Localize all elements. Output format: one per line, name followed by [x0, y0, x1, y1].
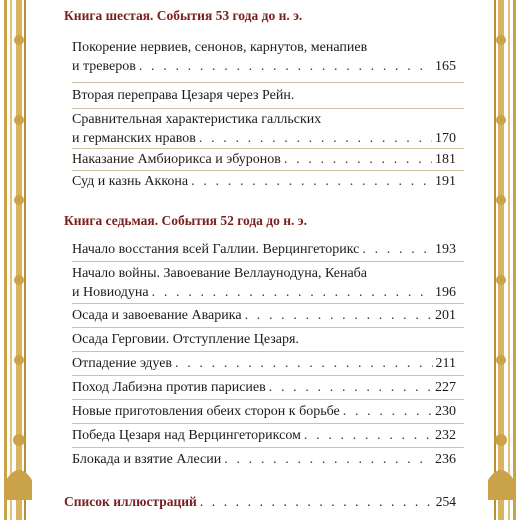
book7-heading: Книга седьмая. События 52 года до н. э. — [64, 213, 307, 228]
entry-title: Отпадение эдуев — [72, 356, 173, 371]
entry-title-line: Начало войны. Завоевание Веллаунодуна, Кенаба — [72, 266, 368, 281]
toc-page — [42, 0, 482, 520]
list-of-illustrations-entry[interactable] — [64, 494, 456, 510]
divider — [72, 170, 464, 171]
leader-dots — [362, 240, 432, 259]
divider — [72, 399, 464, 400]
page-number: 181 — [435, 152, 456, 167]
entry-title: Осада Герговии. Отступление Цезаря. — [72, 332, 299, 347]
page-number: 232 — [435, 428, 456, 443]
divider — [72, 423, 464, 424]
toc-entry[interactable] — [72, 330, 456, 349]
entry-title: Наказание Амбиорикса и эбуронов — [72, 152, 281, 167]
page-number: 227 — [435, 380, 456, 395]
entry-title: Новые приготовления обеих сторон к борьбе — [72, 404, 340, 419]
leader-dots — [245, 306, 432, 325]
page-number: 211 — [435, 356, 456, 371]
list-of-illustrations-label: Список иллюстраций — [64, 494, 197, 509]
entry-title: и Новиодуна — [72, 285, 149, 300]
toc-entry[interactable] — [72, 306, 456, 325]
leader-dots — [269, 378, 432, 397]
leader-dots — [152, 283, 432, 302]
left-ornament-border-icon — [0, 0, 36, 520]
divider — [72, 261, 464, 262]
page-number: 196 — [435, 285, 456, 300]
toc-entry[interactable] — [72, 378, 456, 397]
leader-dots — [284, 150, 432, 169]
book6-heading: Книга шестая. События 53 года до н. э. — [64, 8, 303, 23]
leader-dots — [304, 426, 432, 445]
entry-title: Победа Цезаря над Верцингеториксом — [72, 428, 301, 443]
divider — [72, 108, 464, 109]
toc-entry[interactable] — [72, 172, 456, 191]
leader-dots — [199, 129, 432, 148]
toc-entry[interactable] — [72, 110, 456, 148]
leader-dots — [139, 57, 432, 76]
leader-dots — [200, 494, 433, 510]
entry-title: Блокада и взятие Алесии — [72, 452, 222, 467]
entry-title: и треверов — [72, 59, 136, 74]
leader-dots — [175, 354, 432, 373]
divider — [72, 447, 464, 448]
divider — [72, 351, 464, 352]
toc-entry[interactable] — [72, 354, 456, 373]
leader-dots — [191, 172, 432, 191]
leader-dots — [224, 450, 432, 469]
toc-entry[interactable] — [72, 426, 456, 445]
divider — [72, 327, 464, 328]
entry-title: Осада и завоевание Аварика — [72, 308, 242, 323]
page-number: 236 — [435, 452, 456, 467]
entry-title: Вторая переправа Цезаря через Рейн. — [72, 88, 295, 103]
right-ornament-border-icon — [484, 0, 520, 520]
toc-entry[interactable] — [72, 240, 456, 259]
divider — [72, 148, 464, 149]
divider — [72, 375, 464, 376]
page-number: 230 — [435, 404, 456, 419]
entry-title-line: Сравнительная характеристика галльских — [72, 112, 322, 127]
page-number: 193 — [435, 242, 456, 257]
toc-entry[interactable] — [72, 150, 456, 169]
toc-entry[interactable] — [72, 86, 456, 105]
page-number: 254 — [435, 494, 456, 509]
entry-title: и германских нравов — [72, 131, 196, 146]
page-number: 170 — [435, 131, 456, 146]
leader-dots — [343, 402, 432, 421]
entry-title: Начало восстания всей Галлии. Верцингеторикс — [72, 242, 360, 257]
toc-entry[interactable] — [72, 264, 456, 302]
toc-entry[interactable] — [72, 450, 456, 469]
divider — [72, 303, 464, 304]
page-number: 201 — [435, 308, 456, 323]
divider — [72, 82, 464, 83]
entry-title: Суд и казнь Аккона — [72, 174, 189, 189]
toc-entry[interactable] — [72, 402, 456, 421]
entry-title: Поход Лабиэна против парисиев — [72, 380, 266, 395]
page-number: 191 — [435, 174, 456, 189]
toc-entry[interactable] — [72, 38, 456, 76]
entry-title-line: Покорение нервиев, сенонов, карнутов, менапиев — [72, 40, 368, 55]
page-number: 165 — [435, 59, 456, 74]
